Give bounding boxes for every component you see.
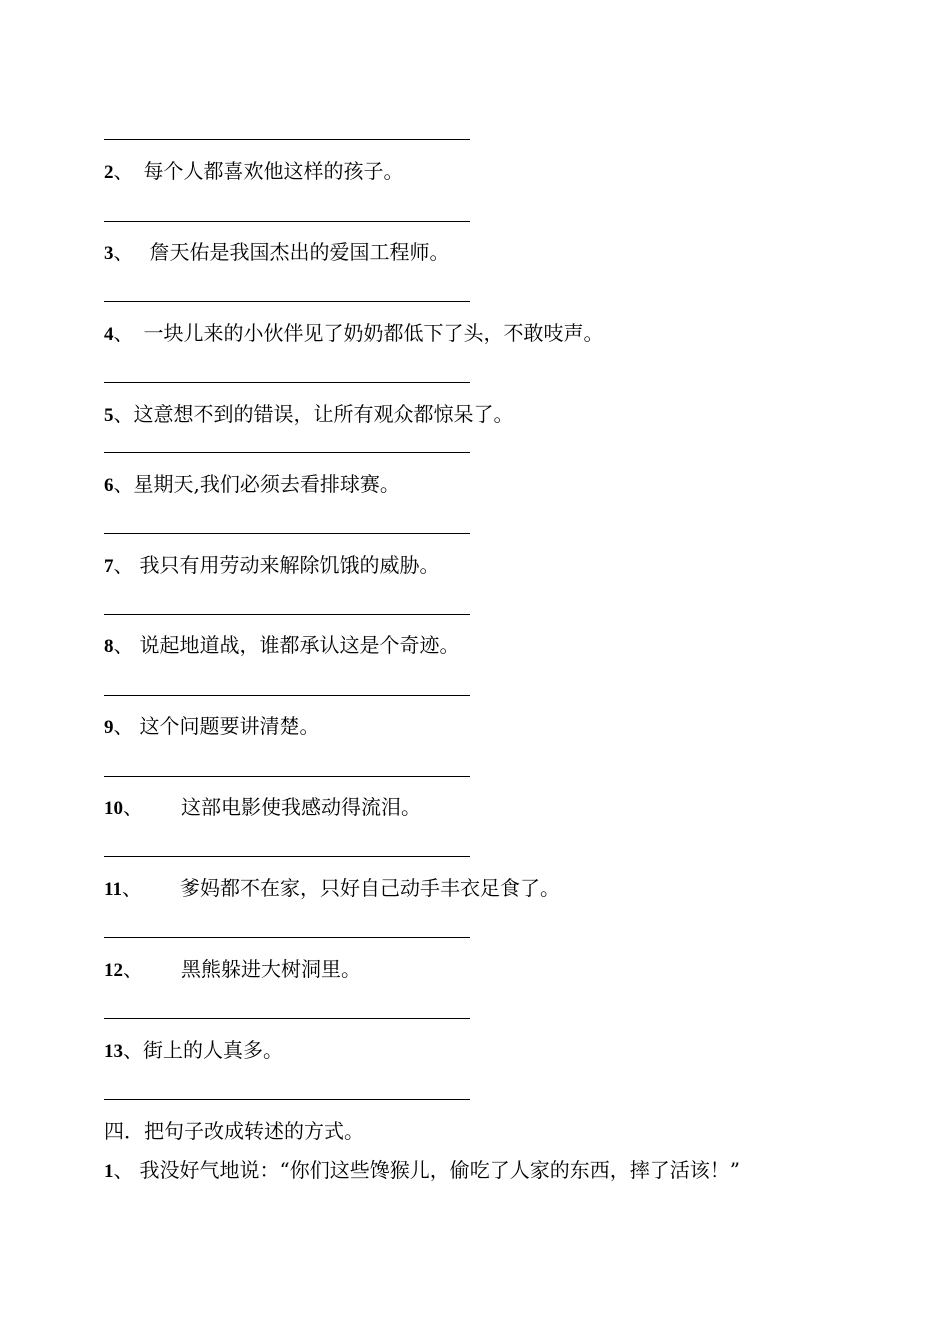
item-text: 这意想不到的错误，让所有观众都惊呆了。 xyxy=(133,402,514,426)
sentence-item-7 xyxy=(104,552,440,580)
sentence-item-9 xyxy=(104,713,320,741)
item-separator: 、 xyxy=(113,159,134,183)
section-heading xyxy=(104,1118,364,1144)
item-number: 13 xyxy=(104,1041,123,1062)
sentence-item-13 xyxy=(104,1037,283,1065)
item-number: 5 xyxy=(104,405,114,426)
item-text: 这个问题要讲清楚。 xyxy=(139,714,320,738)
item-separator: 、 xyxy=(123,957,143,981)
section-heading-text: 四．把句子改成转述的方式。 xyxy=(104,1119,364,1143)
item-number: 2 xyxy=(104,162,114,183)
item-separator: 、 xyxy=(113,402,134,426)
item-separator: 、 xyxy=(113,1158,134,1182)
answer-line xyxy=(104,221,470,222)
item-number: 12 xyxy=(104,960,123,981)
answer-line xyxy=(104,937,470,938)
answer-line xyxy=(104,1018,470,1019)
item-number: 8 xyxy=(104,636,114,657)
sentence-item-3 xyxy=(104,239,450,267)
item-number: 6 xyxy=(104,475,114,496)
item-separator: 、 xyxy=(121,876,142,900)
item-text: 詹天佑是我国杰出的爱国工程师。 xyxy=(149,240,450,264)
item-text: 一块儿来的小伙伴见了奶奶都低下了头，不敢吱声。 xyxy=(143,321,604,345)
item-separator: 、 xyxy=(113,240,134,264)
item-text: 爹妈都不在家，只好自己动手丰衣足食了。 xyxy=(179,876,560,900)
item-number: 1 xyxy=(104,1161,114,1182)
item-text: 说起地道战，谁都承认这是个奇迹。 xyxy=(139,633,460,657)
answer-line xyxy=(104,533,470,534)
item-separator: 、 xyxy=(113,472,134,496)
sentence-item-10 xyxy=(104,794,421,822)
item-text: 黑熊躲进大树洞里。 xyxy=(181,957,361,981)
answer-line xyxy=(104,776,470,777)
sentence-item-2 xyxy=(104,158,404,186)
item-separator: 、 xyxy=(113,714,134,738)
item-text: 星期天,我们必须去看排球赛。 xyxy=(133,472,400,496)
answer-line xyxy=(104,856,470,857)
item-number: 10 xyxy=(104,798,123,819)
item-text: 每个人都喜欢他这样的孩子。 xyxy=(143,159,404,183)
answer-line xyxy=(104,301,470,302)
item-text: 我没好气地说：“你们这些馋猴儿，偷吃了人家的东西，摔了活该！” xyxy=(139,1158,740,1182)
answer-line xyxy=(104,139,470,140)
answer-line xyxy=(104,382,470,383)
section4-question-1 xyxy=(104,1157,740,1185)
item-separator: 、 xyxy=(113,633,134,657)
sentence-item-8 xyxy=(104,632,460,660)
sentence-item-12 xyxy=(104,956,361,984)
answer-line xyxy=(104,614,470,615)
item-number: 4 xyxy=(104,324,114,345)
answer-line xyxy=(104,1099,470,1100)
sentence-item-6 xyxy=(104,471,400,499)
item-separator: 、 xyxy=(113,553,134,577)
answer-line xyxy=(104,452,470,453)
item-number: 3 xyxy=(104,243,114,264)
sentence-item-5 xyxy=(104,401,514,429)
item-text: 我只有用劳动来解除饥饿的威胁。 xyxy=(139,553,440,577)
answer-line xyxy=(104,695,470,696)
item-text: 这部电影使我感动得流泪。 xyxy=(181,795,421,819)
item-separator: 、 xyxy=(123,1038,143,1062)
sentence-item-4 xyxy=(104,320,604,348)
item-text: 街上的人真多。 xyxy=(143,1038,283,1062)
item-number: 7 xyxy=(104,556,114,577)
item-number: 11 xyxy=(104,879,122,900)
item-number: 9 xyxy=(104,717,114,738)
item-separator: 、 xyxy=(113,321,134,345)
sentence-item-11 xyxy=(104,875,560,903)
item-separator: 、 xyxy=(123,795,143,819)
